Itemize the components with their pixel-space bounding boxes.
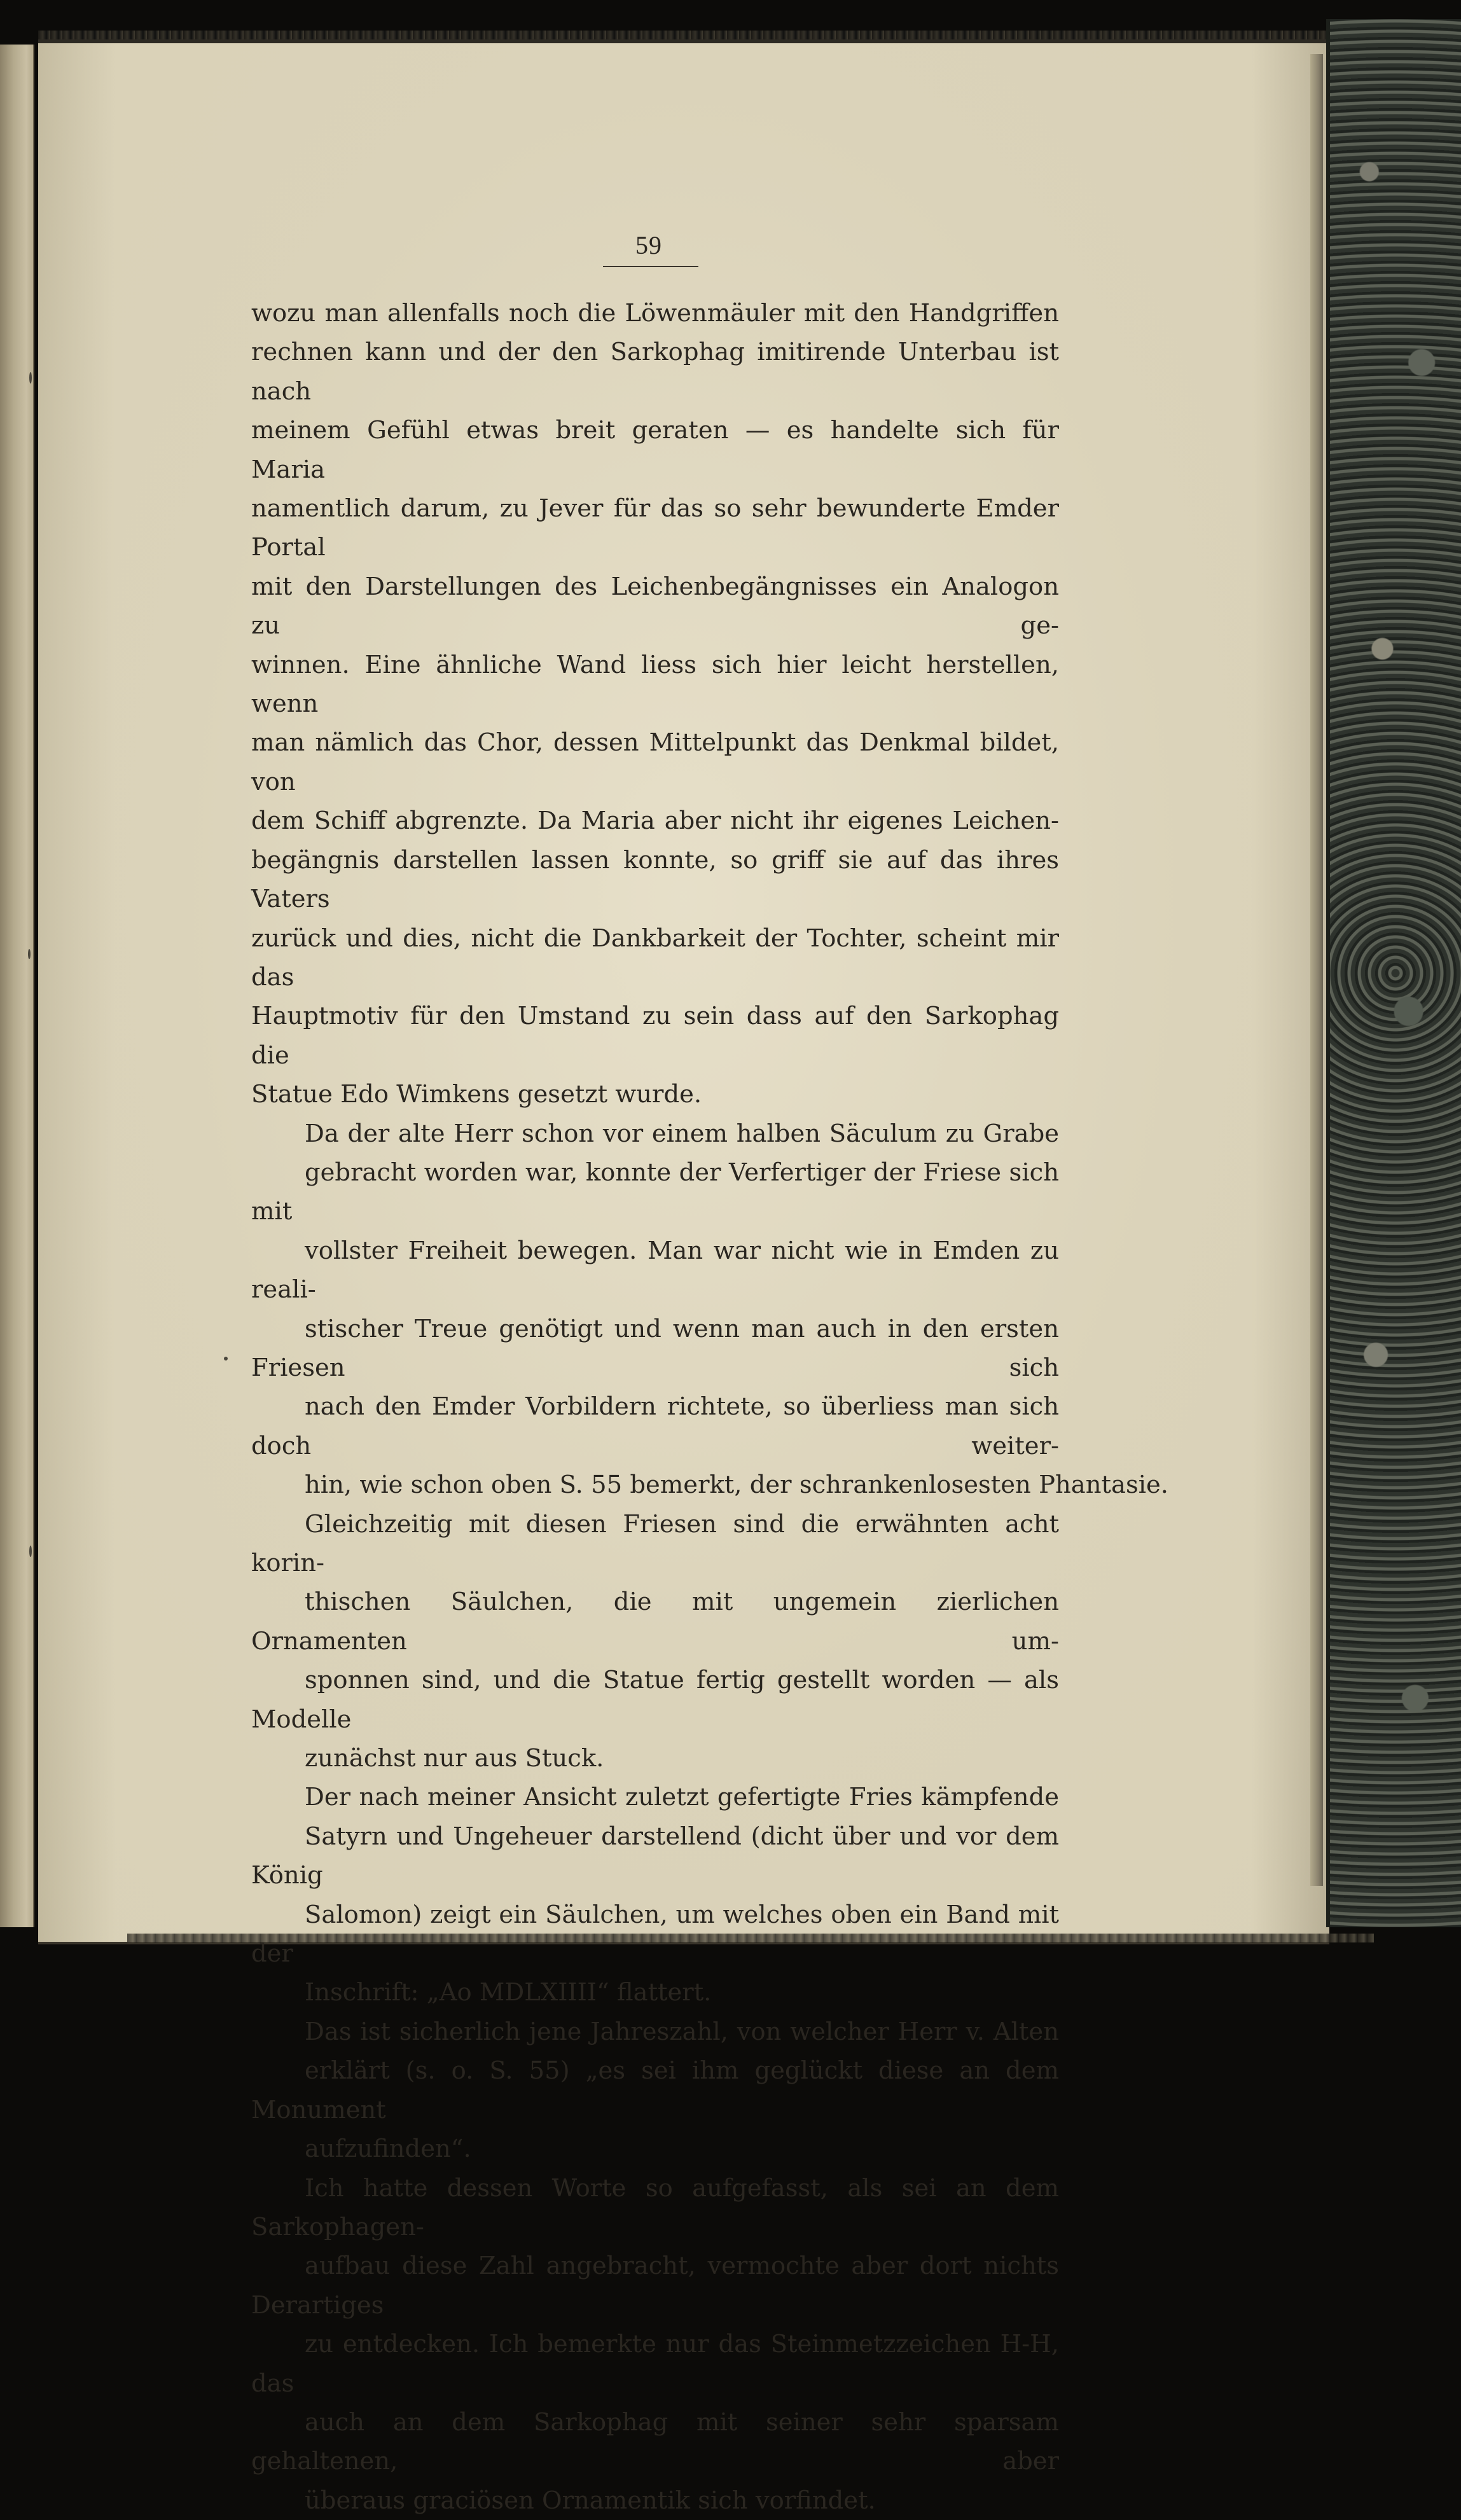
text-line: mit den Darstellungen des Leichenbegängnisses ein Analogon zu ge-	[251, 567, 1059, 646]
text-line: vollster Freiheit bewegen. Man war nicht wie in Emden zu reali-	[251, 1231, 1059, 1310]
paragraph	[251, 1114, 1059, 1505]
text-line: meinem Gefühl etwas breit geraten — es handelte sich für Maria	[251, 411, 1059, 489]
text-line: zu entdecken. Ich bemerkte nur das Steinmetzzeichen H-H, das	[251, 2325, 1059, 2403]
page-fore-edge	[1310, 54, 1323, 1886]
text-line: Salomon) zeigt ein Säulchen, um welches oben ein Band mit der	[251, 1895, 1059, 1974]
text-line: Statue Edo Wimkens gesetzt wurde.	[251, 1075, 1059, 1114]
marbled-cover-board	[1326, 19, 1461, 1927]
text-line: auch an dem Sarkophag mit seiner sehr sparsam gehaltenen, aber	[251, 2403, 1059, 2481]
text-line: Hauptmotiv für den Umstand zu sein dass auf den Sarkophag die	[251, 997, 1059, 1075]
paragraph	[251, 1505, 1059, 1778]
text-line: aufzufinden“.	[251, 2129, 1059, 2168]
text-line: zurück und dies, nicht die Dankbarkeit der Tochter, scheint mir das	[251, 919, 1059, 997]
text-line: sponnen sind, und die Statue fertig gestellt worden — als Modelle	[251, 1661, 1059, 1739]
margin-mark	[29, 372, 32, 384]
previous-page-edge	[0, 45, 34, 1927]
paragraph	[251, 294, 1059, 1114]
page-number-rule	[603, 266, 698, 267]
text-line: Das ist sicherlich jene Jahreszahl, von welcher Herr v. Alten	[251, 2012, 1059, 2051]
text-line: stischer Treue genötigt und wenn man auch in den ersten Friesen sich	[251, 1310, 1059, 1388]
text-line: überaus graciösen Ornamentik sich vorfindet.	[251, 2481, 1059, 2520]
margin-mark	[28, 949, 31, 959]
paragraph	[251, 2012, 1059, 2169]
margin-mark	[29, 1546, 32, 1557]
text-line: Gleichzeitig mit diesen Friesen sind die erwähnten acht korin-	[251, 1505, 1059, 1583]
text-line: nach den Emder Vorbildern richtete, so überliess man sich doch weiter-	[251, 1387, 1059, 1465]
paragraph	[251, 1778, 1059, 2012]
text-line: dem Schiff abgrenzte. Da Maria aber nicht ihr eigenes Leichen-	[251, 801, 1059, 840]
text-line: Ich hatte dessen Worte so aufgefasst, als sei an dem Sarkophagen-	[251, 2169, 1059, 2247]
body-text	[251, 294, 1059, 2520]
text-line: wozu man allenfalls noch die Löwenmäuler mit den Handgriffen	[251, 294, 1059, 333]
text-line: gebracht worden war, konnte der Verfertiger der Friese sich mit	[251, 1153, 1059, 1231]
text-line: Inschrift: „Ao MDLXIIII“ flattert.	[251, 1973, 1059, 2012]
text-line: man nämlich das Chor, dessen Mittelpunkt das Denkmal bildet, von	[251, 723, 1059, 801]
text-line: Satyrn und Ungeheuer darstellend (dicht über und vor dem König	[251, 1817, 1059, 1895]
text-line: aufbau diese Zahl angebracht, vermochte aber dort nichts Derartiges	[251, 2247, 1059, 2325]
text-line: rechnen kann und der den Sarkophag imitirende Unterbau ist nach	[251, 333, 1059, 411]
margin-mark	[224, 1357, 228, 1360]
text-line: begängnis darstellen lassen konnte, so griff sie auf das ihres Vaters	[251, 841, 1059, 919]
page-number: 59	[601, 230, 696, 260]
paragraph	[251, 2169, 1059, 2520]
text-line: erklärt (s. o. S. 55) „es sei ihm geglückt diese an dem Monument	[251, 2051, 1059, 2129]
text-line: Der nach meiner Ansicht zuletzt gefertigte Fries kämpfende	[251, 1778, 1059, 1817]
text-line: namentlich darum, zu Jever für das so sehr bewunderte Emder Portal	[251, 489, 1059, 567]
text-line: thischen Säulchen, die mit ungemein zierlichen Ornamenten um-	[251, 1582, 1059, 1661]
text-line: zunächst nur aus Stuck.	[251, 1739, 1059, 1778]
text-line: Da der alte Herr schon vor einem halben Säculum zu Grabe	[251, 1114, 1059, 1153]
text-line: hin, wie schon oben S. 55 bemerkt, der schrankenlosesten Phantasie.	[251, 1465, 1059, 1504]
text-line: winnen. Eine ähnliche Wand liess sich hier leicht herstellen, wenn	[251, 646, 1059, 724]
